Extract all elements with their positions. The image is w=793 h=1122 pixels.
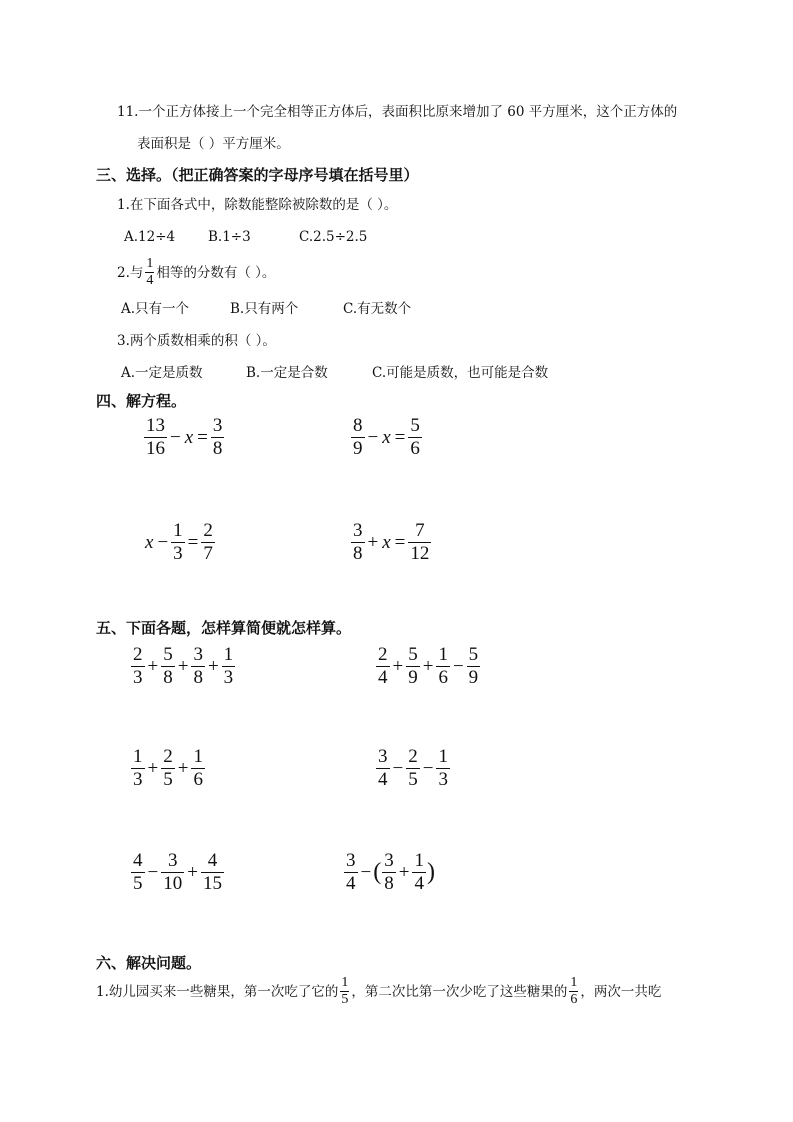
operator: + — [422, 655, 434, 677]
denominator: 3 — [438, 769, 448, 790]
denominator: 3 — [173, 543, 183, 564]
numerator: 1 — [438, 746, 448, 767]
numerator: 1 — [223, 644, 234, 665]
variable: x — [184, 426, 194, 448]
variable: x — [145, 531, 154, 553]
denominator: 3 — [223, 667, 234, 688]
s3-q2-frac-num: 1 — [146, 256, 154, 271]
s6-q1-part3: ，两次一共吃 — [580, 983, 662, 1000]
numerator: 5 — [410, 415, 420, 436]
denominator: 8 — [193, 667, 203, 688]
equation-2 — [350, 415, 423, 460]
numerator: 2 — [133, 644, 143, 665]
operator: + — [392, 655, 404, 677]
denominator: 6 — [570, 992, 578, 1007]
expression-1 — [130, 644, 236, 689]
numerator: 7 — [415, 520, 425, 541]
s6-q1-part1: 1.幼儿园买来一些糖果，第一次吃了它的 — [96, 983, 339, 1000]
numerator: 3 — [378, 746, 388, 767]
fraction — [351, 415, 365, 460]
expression-4 — [375, 746, 451, 791]
denominator: 8 — [212, 438, 223, 459]
denominator: 16 — [146, 438, 165, 459]
denominator: 7 — [203, 543, 213, 564]
denominator: 8 — [353, 543, 363, 564]
equals-sign: = — [394, 531, 406, 553]
denominator: 3 — [133, 667, 143, 688]
fraction — [436, 644, 450, 689]
numerator: 2 — [203, 520, 213, 541]
numerator: 5 — [163, 644, 173, 665]
s3-q1-text: 1.在下面各式中，除数能整除被除数的是（ ）。 — [117, 197, 398, 213]
numerator: 1 — [414, 850, 424, 871]
numerator: 3 — [212, 415, 223, 436]
fraction — [436, 746, 450, 791]
numerator: 8 — [353, 415, 363, 436]
equals-sign: = — [197, 426, 208, 448]
fraction — [191, 746, 205, 791]
denominator: 5 — [341, 992, 349, 1007]
denominator: 8 — [384, 873, 394, 894]
numerator: 4 — [207, 850, 218, 871]
operator: + — [177, 757, 189, 779]
numerator: 4 — [133, 850, 143, 871]
q11-line1: 11.一个正方体接上一个完全相等正方体后，表面积比原来增加了 60 平方厘米，这个正方体的 — [117, 104, 678, 120]
section4-title: 四、解方程。 — [96, 392, 187, 410]
fraction — [406, 644, 420, 689]
numerator: 5 — [468, 644, 479, 665]
numerator: 3 — [384, 850, 394, 871]
variable: x — [382, 531, 391, 553]
fraction — [382, 850, 396, 895]
denominator: 6 — [410, 438, 420, 459]
s3-q2-option-a: A.只有一个 — [121, 301, 190, 317]
numerator: 2 — [408, 746, 418, 767]
fraction — [131, 644, 145, 689]
fraction — [201, 520, 215, 565]
fraction — [191, 644, 205, 689]
fraction — [408, 415, 422, 460]
fraction — [412, 850, 426, 895]
s3-q3-option-b: B.一定是合数 — [246, 365, 328, 381]
fraction — [376, 644, 390, 689]
denominator: 4 — [378, 667, 388, 688]
fraction — [222, 644, 236, 689]
denominator: 9 — [468, 667, 479, 688]
equation-4 — [350, 520, 432, 565]
s3-q3-text: 3.两个质数相乘的积（ ）。 — [117, 333, 276, 349]
s3-q2-line — [117, 256, 275, 289]
numerator: 2 — [378, 644, 388, 665]
fraction — [131, 746, 145, 791]
numerator: 1 — [438, 644, 448, 665]
q11-line2: 表面积是（ ）平方厘米。 — [137, 136, 290, 152]
operator: + — [207, 655, 219, 677]
s3-q2-fraction — [145, 256, 154, 289]
fraction — [161, 644, 175, 689]
operator: − — [422, 757, 434, 779]
section6-title: 六、解决问题。 — [96, 954, 202, 972]
fraction — [131, 850, 145, 895]
equation-1 — [143, 415, 225, 460]
fraction — [351, 520, 365, 565]
denominator: 5 — [408, 769, 418, 790]
numerator: 1 — [570, 975, 578, 990]
operator: − — [147, 861, 159, 883]
s3-q2-option-c: C.有无数个 — [343, 301, 412, 317]
fraction — [467, 644, 481, 689]
fraction — [406, 746, 420, 791]
fraction — [211, 415, 225, 460]
numerator: 1 — [133, 746, 143, 767]
numerator: 3 — [167, 850, 178, 871]
expression-5 — [130, 850, 225, 895]
expression-3 — [130, 746, 206, 791]
numerator: 3 — [346, 850, 356, 871]
variable: x — [382, 426, 391, 448]
fraction — [161, 746, 175, 791]
denominator: 3 — [133, 769, 143, 790]
numerator: 1 — [193, 746, 203, 767]
s6-q1-part2: ，第二次比第一次少吃了这些糖果的 — [351, 983, 568, 1000]
expression-2 — [375, 644, 481, 689]
s3-q2-frac-den: 4 — [146, 273, 154, 288]
fraction — [376, 746, 390, 791]
equals-sign: = — [187, 531, 199, 553]
numerator: 3 — [353, 520, 363, 541]
operator: + — [398, 861, 410, 883]
operator: + — [177, 655, 189, 677]
numerator: 1 — [173, 520, 183, 541]
numerator: 3 — [193, 644, 203, 665]
s3-q1-option-a: A.12÷4 — [124, 229, 176, 245]
denominator: 9 — [353, 438, 363, 459]
denominator: 6 — [438, 667, 448, 688]
s3-q2-suffix: 相等的分数有（ ）。 — [156, 264, 276, 281]
s3-q2-option-b: B.只有两个 — [230, 301, 299, 317]
denominator: 6 — [193, 769, 203, 790]
s6-q1-line — [96, 975, 661, 1008]
operator: − — [157, 531, 169, 553]
fraction — [161, 850, 184, 895]
operator: − — [452, 655, 464, 677]
s3-q1-option-b: B.1÷3 — [208, 229, 251, 245]
numerator: 2 — [163, 746, 173, 767]
numerator: 1 — [341, 975, 349, 990]
numerator: 13 — [146, 415, 165, 436]
fraction — [344, 850, 358, 895]
fraction — [144, 415, 167, 460]
denominator: 5 — [133, 873, 143, 894]
equation-3 — [143, 520, 216, 565]
denominator: 12 — [410, 543, 430, 564]
expression-6 — [343, 850, 435, 895]
section5-title: 五、下面各题，怎样算简便就怎样算。 — [96, 619, 352, 637]
operator: − — [360, 861, 372, 883]
equals-sign: = — [394, 426, 406, 448]
denominator: 4 — [414, 873, 424, 894]
s3-q2-prefix: 2.与 — [117, 264, 144, 281]
s3-q1-option-c: C.2.5÷2.5 — [299, 229, 368, 245]
operator: + — [187, 861, 198, 883]
fraction — [408, 520, 431, 565]
denominator: 9 — [408, 667, 418, 688]
s3-q3-option-c: C.可能是质数，也可能是合数 — [372, 365, 549, 381]
operator: − — [367, 426, 379, 448]
section3-title: 三、选择。（把正确答案的字母序号填在括号里） — [96, 166, 419, 184]
fraction — [201, 850, 224, 895]
denominator: 4 — [378, 769, 388, 790]
operator: + — [147, 655, 159, 677]
numerator: 5 — [408, 644, 418, 665]
s3-q3-option-a: A.一定是质数 — [121, 365, 203, 381]
s6-q1-fraction-1 — [340, 975, 349, 1008]
denominator: 10 — [163, 873, 183, 894]
right-parenthesis: ) — [426, 859, 435, 885]
operator: − — [392, 757, 404, 779]
fraction — [171, 520, 185, 565]
s6-q1-fraction-2 — [569, 975, 578, 1008]
operator: + — [367, 531, 379, 553]
denominator: 5 — [163, 769, 173, 790]
operator: − — [170, 426, 181, 448]
left-parenthesis: ( — [373, 859, 382, 885]
operator: + — [147, 757, 159, 779]
denominator: 4 — [346, 873, 356, 894]
denominator: 15 — [202, 873, 222, 894]
denominator: 8 — [163, 667, 173, 688]
